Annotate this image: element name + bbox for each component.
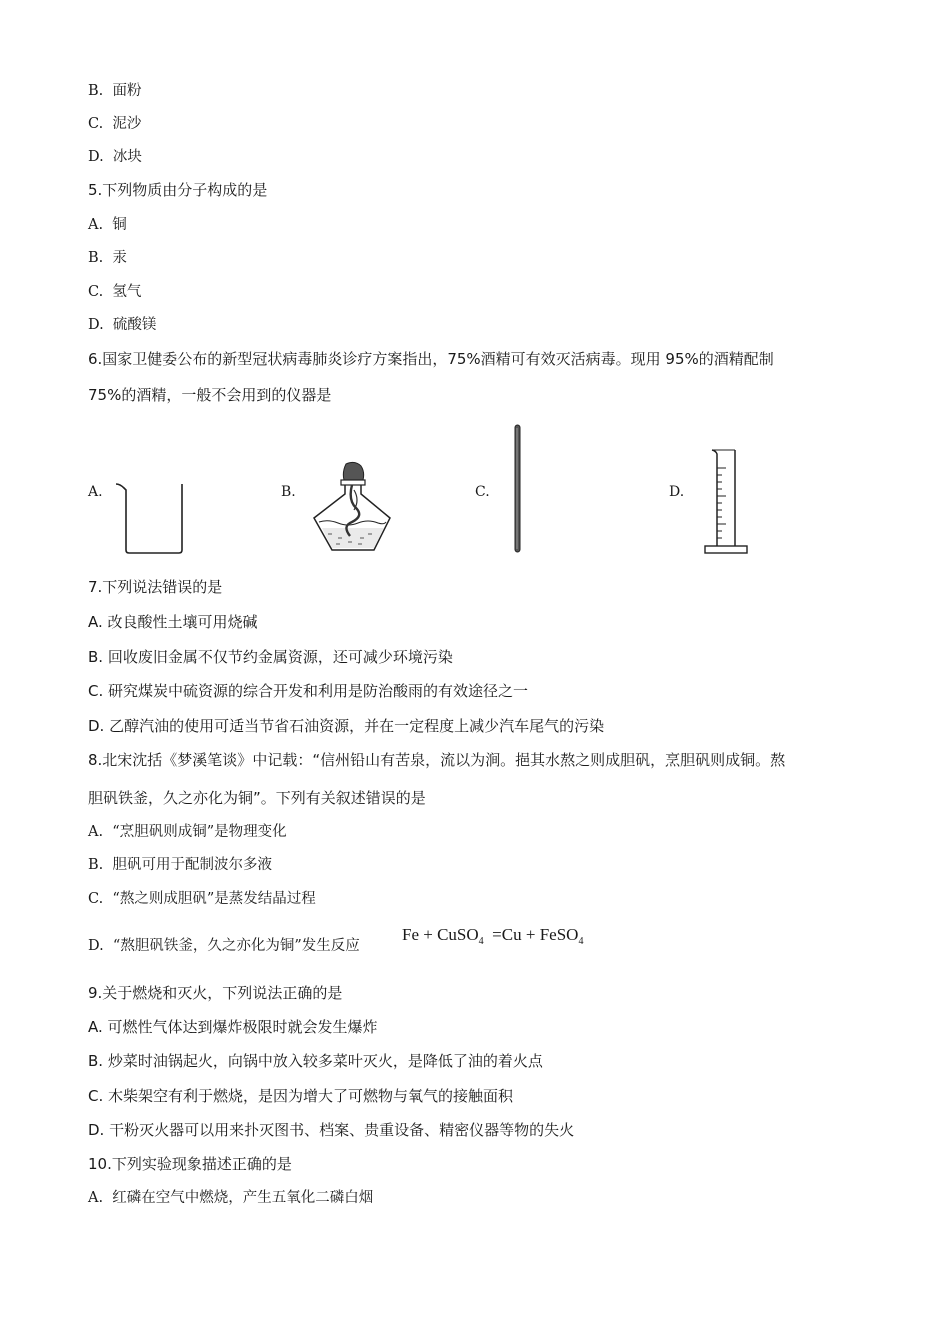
q9-option-c: C. 木柴架空有利于燃烧，是因为增大了可燃物与氧气的接触面积 xyxy=(88,1087,514,1105)
glass-rod-icon xyxy=(512,424,524,554)
formula-subscript: 4 xyxy=(578,936,584,947)
q6-stem-line2: 75%的酒精，一般不会用到的仪器是 xyxy=(88,386,332,404)
q8-stem-line2: 胆矾铁釜，久之亦化为铜”。下列有关叙述错误的是 xyxy=(88,789,426,807)
q8-option-c: C. “熬之则成胆矾”是蒸发结晶过程 xyxy=(88,891,316,907)
formula-plus: + xyxy=(423,925,433,944)
q5-option-d: D. 硫酸镁 xyxy=(88,317,157,333)
q6-label-d: D. xyxy=(669,484,685,500)
q7-option-c: C. 研究煤炭中硫资源的综合开发和利用是防治酸雨的有效途径之一 xyxy=(88,682,529,700)
q9-option-a: A. 可燃性气体达到爆炸极限时就会发生爆炸 xyxy=(88,1018,378,1036)
q10-stem: 10.下列实验现象描述正确的是 xyxy=(88,1155,292,1173)
q8-reaction-formula xyxy=(402,925,583,947)
q9-stem: 9.关于燃烧和灭火，下列说法正确的是 xyxy=(88,984,343,1002)
q9-option-d: D. 干粉灭火器可以用来扑灭图书、档案、贵重设备、精密仪器等物的失火 xyxy=(88,1121,575,1139)
graduated-cylinder-icon xyxy=(702,448,750,558)
q10-option-a: A. 红磷在空气中燃烧，产生五氧化二磷白烟 xyxy=(88,1190,374,1206)
q7-option-a: A. 改良酸性土壤可用烧碱 xyxy=(88,613,258,631)
q4-option-c: C. 泥沙 xyxy=(88,116,142,132)
formula-plus: + xyxy=(525,925,536,944)
q5-stem: 5.下列物质由分子构成的是 xyxy=(88,181,268,199)
formula-product-cu: Cu xyxy=(501,925,522,944)
formula-reactant-fe: Fe xyxy=(402,925,419,944)
q6-label-a: A. xyxy=(88,484,103,500)
alcohol-lamp-icon xyxy=(308,460,392,552)
q4-option-d: D. 冰块 xyxy=(88,149,142,165)
q8-stem-line1: 8.北宋沈括《梦溪笔谈》中记载：“信州铅山有苦泉，流以为涧。挹其水熬之则成胆矾，烹胆矾则成铜。熬 xyxy=(88,751,786,769)
q8-option-b: B. 胆矾可用于配制波尔多液 xyxy=(88,857,272,873)
q6-stem-line1: 6.国家卫健委公布的新型冠状病毒肺炎诊疗方案指出，75%酒精可有效灭活病毒。现用 95%的酒精配制 xyxy=(88,350,774,368)
formula-product-feso4: FeSO xyxy=(539,925,579,944)
q8-option-d: D. “熬胆矾铁釜，久之亦化为铜”发生反应 xyxy=(88,938,360,954)
q7-stem: 7.下列说法错误的是 xyxy=(88,578,223,596)
q4-option-b: B. 面粉 xyxy=(88,83,142,99)
q5-option-a: A. 铜 xyxy=(88,217,127,233)
q8-option-a: A. “烹胆矾则成铜”是物理变化 xyxy=(88,824,287,840)
formula-reactant-cuso4: CuSO xyxy=(437,925,479,944)
q5-option-b: B. 汞 xyxy=(88,250,127,266)
q7-option-d: D. 乙醇汽油的使用可适当节省石油资源，并在一定程度上减少汽车尾气的污染 xyxy=(88,717,605,735)
q7-option-b: B. 回收废旧金属不仅节约金属资源，还可减少环境污染 xyxy=(88,648,453,666)
q9-option-b: B. 炒菜时油锅起火，向锅中放入较多菜叶灭火，是降低了油的着火点 xyxy=(88,1052,543,1070)
q5-option-c: C. 氢气 xyxy=(88,284,142,300)
q6-label-b: B. xyxy=(281,484,296,500)
formula-equals: = xyxy=(492,925,502,944)
formula-subscript: 4 xyxy=(478,936,484,947)
beaker-icon xyxy=(112,478,188,556)
q6-label-c: C. xyxy=(475,484,490,500)
